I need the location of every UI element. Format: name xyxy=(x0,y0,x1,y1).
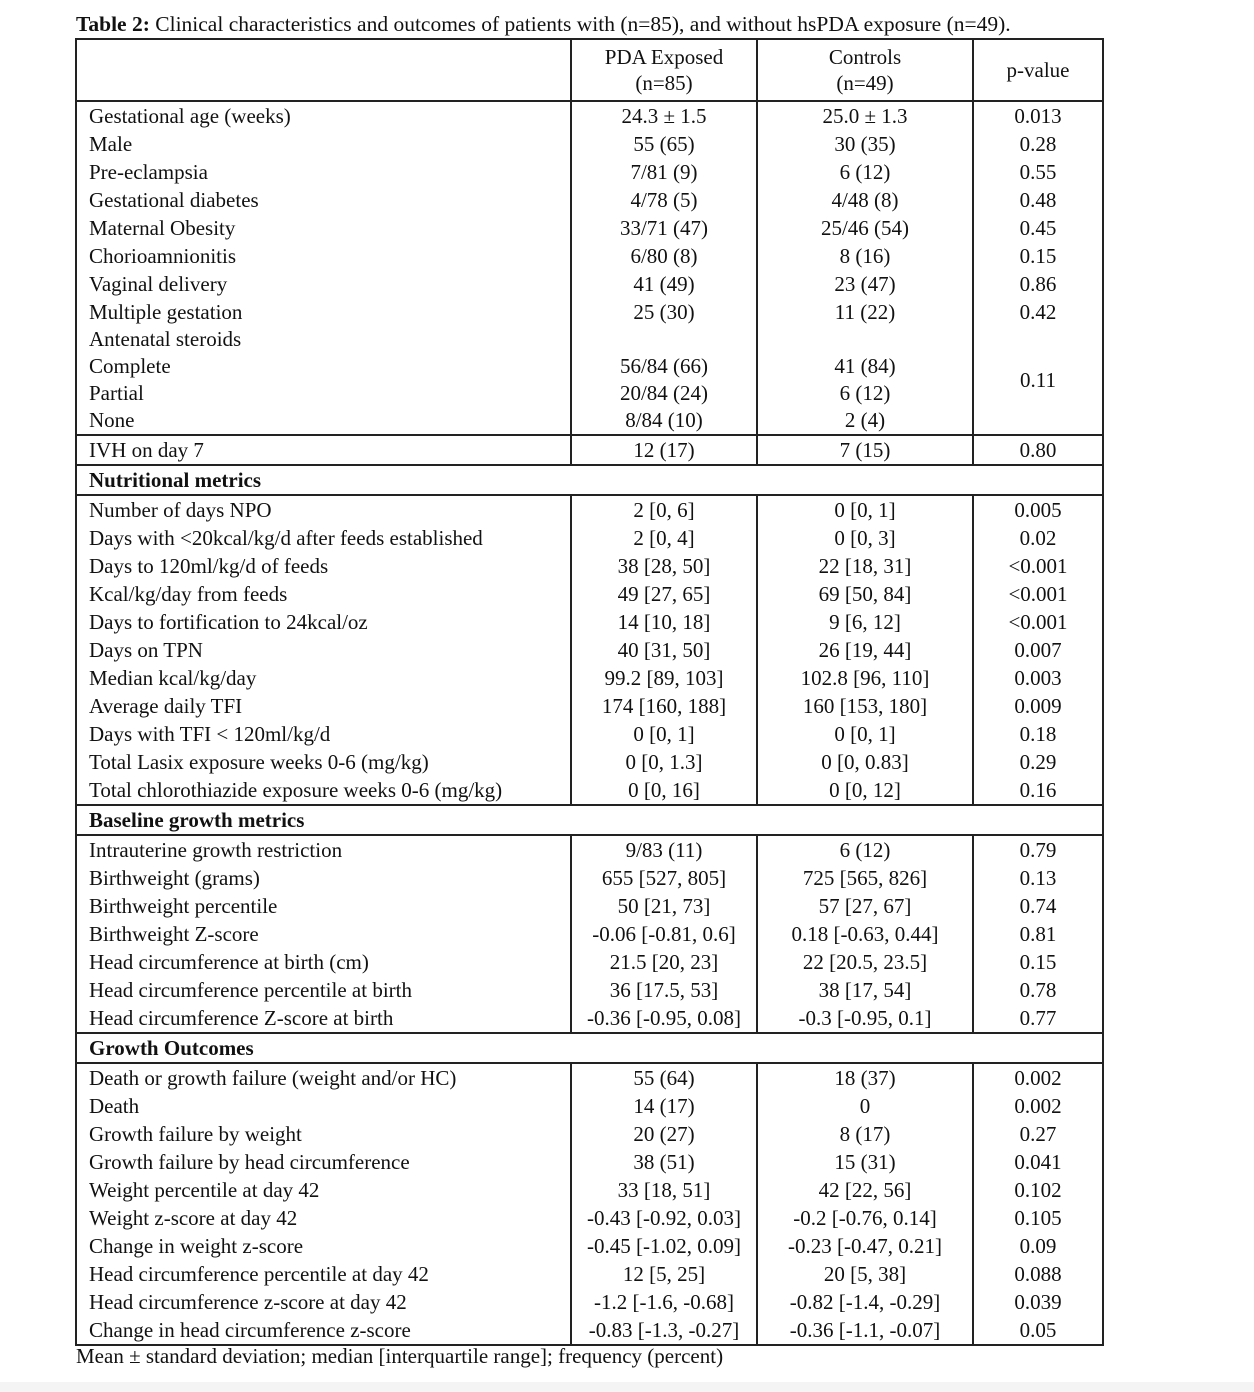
row-label: Intrauterine growth restriction xyxy=(76,835,571,864)
exposed-value: 2 [0, 4] xyxy=(571,524,757,552)
table-row xyxy=(76,776,1103,805)
table-row xyxy=(76,242,1103,270)
p-value: <0.001 xyxy=(973,552,1103,580)
exposed-value: 12 [5, 25] xyxy=(571,1260,757,1288)
p-value: 0.13 xyxy=(973,864,1103,892)
steroids-exposed-value: 8/84 (10) xyxy=(625,408,703,432)
row-label: Weight percentile at day 42 xyxy=(76,1176,571,1204)
p-value: 0.78 xyxy=(973,976,1103,1004)
controls-value: 0 [0, 1] xyxy=(757,495,973,524)
p-value: 0.102 xyxy=(973,1176,1103,1204)
table-row xyxy=(76,608,1103,636)
section-title: Baseline growth metrics xyxy=(76,805,1103,835)
p-value: 0.45 xyxy=(973,214,1103,242)
row-label: Head circumference z-score at day 42 xyxy=(76,1288,571,1316)
p-value: 0.02 xyxy=(973,524,1103,552)
steroids-controls-value: 41 (84) xyxy=(834,354,896,378)
p-value: 0.28 xyxy=(973,130,1103,158)
table-row xyxy=(76,920,1103,948)
row-label: Male xyxy=(76,130,571,158)
controls-value: 9 [6, 12] xyxy=(757,608,973,636)
controls-value: 25.0 ± 1.3 xyxy=(757,101,973,130)
exposed-value: 55 (65) xyxy=(571,130,757,158)
row-label: Kcal/kg/day from feeds xyxy=(76,580,571,608)
row-label: Birthweight (grams) xyxy=(76,864,571,892)
p-value: 0.007 xyxy=(973,636,1103,664)
table-row xyxy=(76,720,1103,748)
controls-value: 20 [5, 38] xyxy=(757,1260,973,1288)
exposed-value xyxy=(571,326,757,435)
exposed-value: 2 [0, 6] xyxy=(571,495,757,524)
exposed-value: 0 [0, 1] xyxy=(571,720,757,748)
p-value: 0.18 xyxy=(973,720,1103,748)
table-row xyxy=(76,580,1103,608)
row-label xyxy=(76,326,571,435)
section-header-row xyxy=(76,465,1103,495)
steroids-sub-label: Complete xyxy=(89,354,171,378)
row-label: Chorioamnionitis xyxy=(76,242,571,270)
controls-value: 69 [50, 84] xyxy=(757,580,973,608)
controls-value: 4/48 (8) xyxy=(757,186,973,214)
table-row xyxy=(76,298,1103,326)
header-controls-line1: Controls xyxy=(828,45,902,69)
row-label: Head circumference Z-score at birth xyxy=(76,1004,571,1033)
controls-value: 725 [565, 826] xyxy=(757,864,973,892)
table-caption-label: Table 2: xyxy=(76,12,150,36)
controls-value: 0 [0, 12] xyxy=(757,776,973,805)
controls-value: 26 [19, 44] xyxy=(757,636,973,664)
exposed-value: 655 [527, 805] xyxy=(571,864,757,892)
table-caption-text: Clinical characteristics and outcomes of patients with (n=85), and without hsPDA exposure (n=49). xyxy=(149,12,1011,36)
row-label: Number of days NPO xyxy=(76,495,571,524)
p-value: 0.79 xyxy=(973,835,1103,864)
row-label: Head circumference percentile at day 42 xyxy=(76,1260,571,1288)
table-row xyxy=(76,1260,1103,1288)
p-value: 0.80 xyxy=(973,435,1103,465)
row-label: Birthweight percentile xyxy=(76,892,571,920)
p-value: 0.48 xyxy=(973,186,1103,214)
header-empty-cell xyxy=(76,39,571,101)
controls-value: 8 (17) xyxy=(757,1120,973,1148)
exposed-value: 21.5 [20, 23] xyxy=(571,948,757,976)
exposed-value: 20 (27) xyxy=(571,1120,757,1148)
controls-value: 18 (37) xyxy=(757,1063,973,1092)
controls-value: 23 (47) xyxy=(757,270,973,298)
table-row xyxy=(76,1176,1103,1204)
steroids-exposed-value: 20/84 (24) xyxy=(619,381,709,405)
table-row xyxy=(76,130,1103,158)
p-value: <0.001 xyxy=(973,608,1103,636)
steroids-controls-value: 6 (12) xyxy=(839,381,891,405)
controls-value: 22 [20.5, 23.5] xyxy=(757,948,973,976)
controls-value: -0.23 [-0.47, 0.21] xyxy=(757,1232,973,1260)
exposed-value: 0 [0, 1.3] xyxy=(571,748,757,776)
header-exposed xyxy=(571,39,757,101)
header-exposed-line1: PDA Exposed xyxy=(604,45,724,69)
controls-value: 38 [17, 54] xyxy=(757,976,973,1004)
row-label: Total Lasix exposure weeks 0-6 (mg/kg) xyxy=(76,748,571,776)
exposed-value: 38 (51) xyxy=(571,1148,757,1176)
steroids-exposed-value: 56/84 (66) xyxy=(619,354,709,378)
row-label: Weight z-score at day 42 xyxy=(76,1204,571,1232)
controls-value: 0 [0, 1] xyxy=(757,720,973,748)
table-row xyxy=(76,101,1103,130)
exposed-value: 12 (17) xyxy=(571,435,757,465)
controls-value: 30 (35) xyxy=(757,130,973,158)
exposed-value: 7/81 (9) xyxy=(571,158,757,186)
table-row xyxy=(76,158,1103,186)
row-label: Multiple gestation xyxy=(76,298,571,326)
p-value: <0.001 xyxy=(973,580,1103,608)
controls-value: 102.8 [96, 110] xyxy=(757,664,973,692)
row-label: Total chlorothiazide exposure weeks 0-6 (mg/kg) xyxy=(76,776,571,805)
exposed-value: 14 (17) xyxy=(571,1092,757,1120)
exposed-value: -0.45 [-1.02, 0.09] xyxy=(571,1232,757,1260)
spacer xyxy=(758,326,972,353)
row-label: Days to 120ml/kg/d of feeds xyxy=(76,552,571,580)
p-value: 0.55 xyxy=(973,158,1103,186)
row-label: Gestational diabetes xyxy=(76,186,571,214)
clinical-characteristics-table xyxy=(75,38,1104,1346)
controls-value: 15 (31) xyxy=(757,1148,973,1176)
exposed-value: -0.06 [-0.81, 0.6] xyxy=(571,920,757,948)
row-label: Change in head circumference z-score xyxy=(76,1316,571,1345)
table-row xyxy=(76,748,1103,776)
controls-value: 6 (12) xyxy=(757,158,973,186)
exposed-value: 33 [18, 51] xyxy=(571,1176,757,1204)
row-label: IVH on day 7 xyxy=(76,435,571,465)
table-row xyxy=(76,892,1103,920)
p-value: 0.088 xyxy=(973,1260,1103,1288)
exposed-value: 36 [17.5, 53] xyxy=(571,976,757,1004)
table-row xyxy=(76,270,1103,298)
controls-value xyxy=(757,326,973,435)
table-footnote: Mean ± standard deviation; median [interquartile range]; frequency (percent) xyxy=(76,1344,724,1368)
spacer xyxy=(572,326,756,353)
exposed-value: 99.2 [89, 103] xyxy=(571,664,757,692)
p-value: 0.039 xyxy=(973,1288,1103,1316)
table-row xyxy=(76,186,1103,214)
controls-value: -0.82 [-1.4, -0.29] xyxy=(757,1288,973,1316)
row-label: Days with <20kcal/kg/d after feeds established xyxy=(76,524,571,552)
p-value: 0.15 xyxy=(973,948,1103,976)
table-row xyxy=(76,1004,1103,1033)
p-value: 0.86 xyxy=(973,270,1103,298)
table-row xyxy=(76,1120,1103,1148)
table-caption xyxy=(76,9,1011,39)
p-value: 0.77 xyxy=(973,1004,1103,1033)
row-label: Birthweight Z-score xyxy=(76,920,571,948)
controls-value: 0 [0, 3] xyxy=(757,524,973,552)
row-label: Death xyxy=(76,1092,571,1120)
table-row-antenatal-steroids xyxy=(76,326,1103,435)
controls-value: 8 (16) xyxy=(757,242,973,270)
table-row xyxy=(76,1063,1103,1092)
row-label: Death or growth failure (weight and/or HC) xyxy=(76,1063,571,1092)
table-row xyxy=(76,864,1103,892)
p-value: 0.005 xyxy=(973,495,1103,524)
exposed-value: -1.2 [-1.6, -0.68] xyxy=(571,1288,757,1316)
section-title: Nutritional metrics xyxy=(76,465,1103,495)
exposed-value: 14 [10, 18] xyxy=(571,608,757,636)
table-row xyxy=(76,636,1103,664)
row-label: Growth failure by weight xyxy=(76,1120,571,1148)
controls-value: 0 [0, 0.83] xyxy=(757,748,973,776)
controls-value: 25/46 (54) xyxy=(757,214,973,242)
table-row xyxy=(76,214,1103,242)
p-value: 0.041 xyxy=(973,1148,1103,1176)
row-label: Gestational age (weeks) xyxy=(76,101,571,130)
controls-value: 42 [22, 56] xyxy=(757,1176,973,1204)
table-row xyxy=(76,435,1103,465)
table-row xyxy=(76,948,1103,976)
p-value: 0.15 xyxy=(973,242,1103,270)
controls-value: 11 (22) xyxy=(757,298,973,326)
controls-value: 0.18 [-0.63, 0.44] xyxy=(757,920,973,948)
header-controls xyxy=(757,39,973,101)
p-value: 0.002 xyxy=(973,1092,1103,1120)
table-row xyxy=(76,664,1103,692)
section-title: Growth Outcomes xyxy=(76,1033,1103,1063)
steroids-sub-label: None xyxy=(89,408,135,432)
exposed-value: 55 (64) xyxy=(571,1063,757,1092)
exposed-value: 41 (49) xyxy=(571,270,757,298)
table-row xyxy=(76,1288,1103,1316)
table-row xyxy=(76,976,1103,1004)
p-value: 0.013 xyxy=(973,101,1103,130)
table-row xyxy=(76,1092,1103,1120)
controls-value: -0.36 [-1.1, -0.07] xyxy=(757,1316,973,1345)
p-value: 0.11 xyxy=(973,326,1103,435)
row-label: Head circumference at birth (cm) xyxy=(76,948,571,976)
header-exposed-line2: (n=85) xyxy=(635,71,693,95)
steroids-label: Antenatal steroids xyxy=(89,327,242,351)
exposed-value: -0.83 [-1.3, -0.27] xyxy=(571,1316,757,1345)
steroids-controls-value: 2 (4) xyxy=(844,408,886,432)
exposed-value: 174 [160, 188] xyxy=(571,692,757,720)
p-value: 0.42 xyxy=(973,298,1103,326)
row-label: Vaginal delivery xyxy=(76,270,571,298)
p-value: 0.05 xyxy=(973,1316,1103,1345)
controls-value: 22 [18, 31] xyxy=(757,552,973,580)
row-label: Change in weight z-score xyxy=(76,1232,571,1260)
exposed-value: 0 [0, 16] xyxy=(571,776,757,805)
p-value: 0.27 xyxy=(973,1120,1103,1148)
exposed-value: 6/80 (8) xyxy=(571,242,757,270)
row-label: Days with TFI < 120ml/kg/d xyxy=(76,720,571,748)
section-header-row xyxy=(76,1033,1103,1063)
controls-value: 0 xyxy=(757,1092,973,1120)
table-header-row xyxy=(76,39,1103,101)
p-value: 0.29 xyxy=(973,748,1103,776)
row-label: Median kcal/kg/day xyxy=(76,664,571,692)
exposed-value: -0.36 [-0.95, 0.08] xyxy=(571,1004,757,1033)
controls-value: 7 (15) xyxy=(757,435,973,465)
table-row xyxy=(76,524,1103,552)
header-pvalue: p-value xyxy=(973,39,1103,101)
row-label: Maternal Obesity xyxy=(76,214,571,242)
row-label: Head circumference percentile at birth xyxy=(76,976,571,1004)
exposed-value: 25 (30) xyxy=(571,298,757,326)
table-row xyxy=(76,835,1103,864)
exposed-value: 33/71 (47) xyxy=(571,214,757,242)
exposed-value: 38 [28, 50] xyxy=(571,552,757,580)
exposed-value: 49 [27, 65] xyxy=(571,580,757,608)
table-row xyxy=(76,692,1103,720)
row-label: Growth failure by head circumference xyxy=(76,1148,571,1176)
table-row xyxy=(76,495,1103,524)
controls-value: 160 [153, 180] xyxy=(757,692,973,720)
p-value: 0.09 xyxy=(973,1232,1103,1260)
p-value: 0.16 xyxy=(973,776,1103,805)
row-label: Days to fortification to 24kcal/oz xyxy=(76,608,571,636)
table-row xyxy=(76,1148,1103,1176)
page-bottom-strip xyxy=(0,1382,1254,1392)
exposed-value: 4/78 (5) xyxy=(571,186,757,214)
row-label: Average daily TFI xyxy=(76,692,571,720)
exposed-value: 9/83 (11) xyxy=(571,835,757,864)
section-header-row xyxy=(76,805,1103,835)
steroids-sub-label: Partial xyxy=(89,381,144,405)
p-value: 0.002 xyxy=(973,1063,1103,1092)
header-controls-line2: (n=49) xyxy=(836,71,894,95)
p-value: 0.003 xyxy=(973,664,1103,692)
p-value: 0.74 xyxy=(973,892,1103,920)
exposed-value: -0.43 [-0.92, 0.03] xyxy=(571,1204,757,1232)
controls-value: 57 [27, 67] xyxy=(757,892,973,920)
exposed-value: 50 [21, 73] xyxy=(571,892,757,920)
p-value: 0.105 xyxy=(973,1204,1103,1232)
controls-value: -0.2 [-0.76, 0.14] xyxy=(757,1204,973,1232)
exposed-value: 24.3 ± 1.5 xyxy=(571,101,757,130)
row-label: Days on TPN xyxy=(76,636,571,664)
exposed-value: 40 [31, 50] xyxy=(571,636,757,664)
table-row xyxy=(76,1204,1103,1232)
row-label: Pre-eclampsia xyxy=(76,158,571,186)
table-row xyxy=(76,1232,1103,1260)
p-value: 0.81 xyxy=(973,920,1103,948)
p-value: 0.009 xyxy=(973,692,1103,720)
controls-value: 6 (12) xyxy=(757,835,973,864)
controls-value: -0.3 [-0.95, 0.1] xyxy=(757,1004,973,1033)
table-row xyxy=(76,552,1103,580)
